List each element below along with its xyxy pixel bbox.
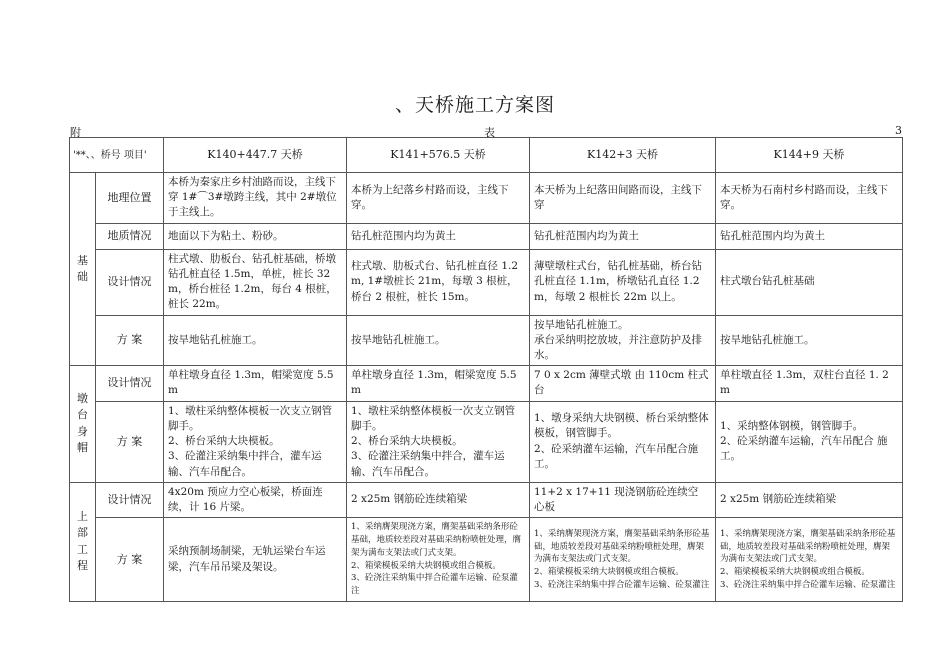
table-cell: 1、采纳膺架现浇方案，膺架基础采纳条形砼基础，地质较差段对基础采纳粉喷桩处理，膺架为满布支架法或门式支架。 2、箱梁模板采纳大块钢模或组合模板。 3、砼浇注采纳集中拌合砼灌车运输、砼泵灌注	[530, 518, 716, 602]
table-cell: 单柱墩身直径 1.3m，帽梁宽度 5.5m	[347, 366, 530, 401]
table-row	[70, 249, 903, 315]
table-cell: 4x20m 预应力空心板梁，桥面连续，计 16 片梁。	[164, 482, 347, 517]
table-row	[70, 518, 903, 602]
table-cell: 地面以下为粘土、粉砂。	[164, 223, 347, 249]
table-cell: 柱式墩台钻孔桩基础	[716, 249, 903, 315]
row-label: 设计情况	[96, 366, 164, 401]
table-cell: 本桥为上纪落乡村路而设，主线下穿。	[347, 173, 530, 224]
row-label: 方 案	[96, 315, 164, 366]
table-cell: 钻孔桩范围内均为黄土	[716, 223, 903, 249]
page-title: 、天桥施工方案图	[394, 94, 555, 116]
table-cell: 柱式墩、肋板式台、钻孔桩直径 1.2m, 1#墩桩长 21m，每墩 3 根桩，桥台 2 根桩，桩长 15m。	[347, 249, 530, 315]
header-row	[70, 138, 903, 173]
table-row	[70, 482, 903, 517]
table-cell: 本天桥为上纪落田间路而设，主线下穿	[530, 173, 716, 224]
caption-right: 3	[895, 124, 902, 137]
header-corner-cell: '**、、桥号 项目'	[70, 138, 164, 173]
bridge-header: K141+576.5 天桥	[347, 138, 530, 173]
row-label: 方 案	[96, 401, 164, 482]
bridge-header: K140+447.7 天桥	[164, 138, 347, 173]
table-cell: 1、采纳膺架现浇方案，膺架基础采纳条形砼基础，地质较差段对基础采纳粉喷桩处理，膺架为满布支架法或门式支架。 2、箱梁模板采纳大块钢模或组合模板。 3、砼浇注采纳集中拌合砼灌车运输、砼泵灌注	[347, 518, 530, 602]
table-cell: 钻孔桩范围内均为黄土	[530, 223, 716, 249]
table-cell: 按旱地钻孔桩施工。	[164, 315, 347, 366]
table-cell: 单柱墩身直径 1.3m，帽梁宽度 5.5m	[164, 366, 347, 401]
table-cell: 7 0 x 2cm 薄壁式墩 由 110cm 柱式台	[530, 366, 716, 401]
table-cell: 1、墩柱采纳整体模板一次支立钢管脚手。 2、桥台采纳大块模板。 3、砼灌注采纳集中拌合，灌车运输、汽车吊配合。	[347, 401, 530, 482]
table-cell: 本天桥为石南村乡村路而设，主线下穿。	[716, 173, 903, 224]
row-label: 地理位置	[96, 173, 164, 224]
caption-middle: 表	[484, 126, 495, 139]
table-cell: 钻孔桩范围内均为黄土	[347, 223, 530, 249]
group-label-superstructure: 上部工程	[70, 482, 96, 601]
bridge-header: K142+3 天桥	[530, 138, 716, 173]
table-row	[70, 366, 903, 401]
table-cell: 1、采纳膺架现浇方案，膺架基础采纳条形砼基础，地质较差段对基础采纳粉喷桩处理，膺架为满布支架法或门式支架。 2、箱梁模板采纳大块钢模或组合模板。 3、砼浇注采纳集中拌合砼灌车运输、砼泵灌注	[716, 518, 903, 602]
group-label-foundation: 基础	[70, 173, 96, 366]
row-label: 设计情况	[96, 482, 164, 517]
table-cell: 按旱地钻孔桩施工。 承台采纳明挖放坡，并注意防护及排水。	[530, 315, 716, 366]
table-cell: 薄壁墩柱式台，钻孔桩基础，桥台钻孔桩直径 1.1m，桥墩钻孔直径 1.2m，每墩 2 根桩长 22m 以上。	[530, 249, 716, 315]
bridge-header: K144+9 天桥	[716, 138, 903, 173]
group-label-pier: 墩台身帽	[70, 366, 96, 483]
table-cell: 11+2 x 17+11 现浇钢筋砼连续空 心板	[530, 482, 716, 517]
table-cell: 采纳预制场制梁，无轨运梁台车运梁，汽车吊吊梁及架设。	[164, 518, 347, 602]
table-cell: 2 x25m 钢筋砼连续箱梁	[716, 482, 903, 517]
table-row	[70, 401, 903, 482]
row-label: 地质情况	[96, 223, 164, 249]
table-cell: 柱式墩、肋板台、钻孔桩基础，桥墩钻孔桩直径 1.5m，单桩，桩长 32m，桥台桩径 1.2m，每台 4 根桩，桩长 22m。	[164, 249, 347, 315]
table-cell: 单柱墩直径 1.3m，双柱台直径 1. 2m	[716, 366, 903, 401]
row-label: 设计情况	[96, 249, 164, 315]
row-label: 方 案	[96, 518, 164, 602]
construction-plan-table	[69, 137, 903, 602]
table-cell: 按旱地钻孔桩施工。	[716, 315, 903, 366]
table-cell: 本桥为秦家庄乡村油路而设，主线下穿 1#⌒3#墩跨主线，其中 2#墩位于主线上。	[164, 173, 347, 224]
table-row	[70, 223, 903, 249]
caption-left: 附	[70, 126, 81, 139]
table-cell: 按旱地钻孔桩施工。	[347, 315, 530, 366]
table-cell: 1、墩柱采纳整体模板一次支立钢管脚手。 2、桥台采纳大块模板。 3、砼灌注采纳集中拌合，灌车运输、汽车吊配合。	[164, 401, 347, 482]
table-row	[70, 315, 903, 366]
table-cell: 1、采纳整体钢模，钢管脚手。 2、砼采纳灌车运输，汽车吊配合 施工。	[716, 401, 903, 482]
table-cell: 1、墩身采纳大块钢模、桥台采纳整体模板，钢管脚手。 2、砼采纳灌车运输，汽车吊配合施工。	[530, 401, 716, 482]
table-row	[70, 173, 903, 224]
table-cell: 2 x25m 钢筋砼连续箱梁	[347, 482, 530, 517]
